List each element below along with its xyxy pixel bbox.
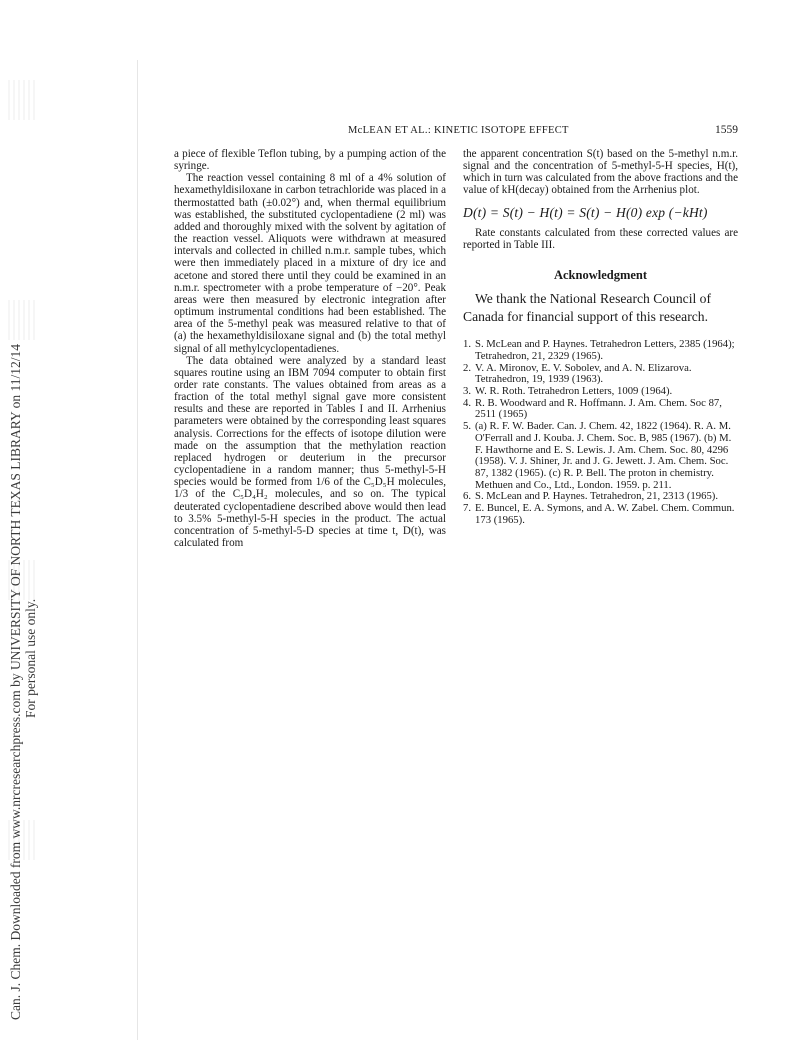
right-column [463, 148, 738, 527]
page-edge-line [137, 60, 138, 1040]
reference-item: 3. W. R. Roth. Tetrahedron Letters, 1009 (1964). [463, 385, 673, 398]
download-sidebar [0, 0, 46, 1051]
reference-item: 1. S. McLean and P. Haynes. Tetrahedron Letters, 2385 (1964); Tetrahedron, 21, 2329 (1965). [463, 338, 735, 362]
running-title: McLEAN ET AL.: KINETIC ISOTOPE EFFECT [348, 125, 569, 136]
reference-item: 2. V. A. Mironov, E. V. Sobolev, and A. N. Elizarova. Tetrahedron, 19, 1939 (1963). [463, 361, 692, 386]
acknowledgment-heading: Acknowledgment [553, 268, 648, 283]
download-notice: Can. J. Chem. Downloaded from www.nrcresearchpress.com by UNIVERSITY OF NORTH TEXAS LIBRARY on 11/12/14 [8, 344, 23, 1020]
personal-use-notice: For personal use only. [23, 598, 38, 718]
paragraph: The reaction vessel containing 8 ml of a 4% solution of hexamethyldisiloxane in carbon tetrachloride was placed in a thermostatted bath (±0.02°) and, when thermal equilibrium was established, the substituted cyclopentadiene (2 ml) was added and thoroughly mixed with the solvent by agitation of the reaction vessel. Aliquots were withdrawn at measured intervals and collected in chilled n.m.r. sample tubes, which were then immediately placed in a mixture of dry ice and acetone and stored there until they could be examined in an n.m.r. spectrometer with a probe temperature of −20°. Peak areas were then measured by electronic integration after optimum instrumental conditions had been established. The area of the 5-methyl peak was measured relative to that of (a) the hexamethyldisiloxane signal and (b) the total methyl signal of all methylcyclopentadienes. [174, 172, 446, 355]
acknowledgment-text: We thank the National Research Council of Canada for financial support of this research. [463, 291, 711, 324]
reference-item: 4. R. B. Woodward and R. Hoffmann. J. Am. Chem. Soc 87, 2511 (1965) [463, 396, 722, 421]
reference-item: 6. S. McLean and P. Haynes. Tetrahedron, 21, 2313 (1965). [463, 490, 719, 503]
paragraph: a piece of flexible Teflon tubing, by a pumping action of the syringe. [174, 148, 446, 173]
equation: D(t) = S(t) − H(t) = S(t) − H(0) exp (−kHt) [463, 204, 708, 220]
paragraph: Rate constants calculated from these corrected values are reported in Table III. [463, 226, 738, 251]
reference-item: 7. E. Buncel, E. A. Symons, and A. W. Zabel. Chem. Commun. 173 (1965). [463, 502, 735, 526]
reference-item: 5. (a) R. F. W. Bader. Can. J. Chem. 42, 1822 (1964). R. A. M. O'Ferrall and J. Kouba. J. Chem. Soc. B, 985 (1967). (b) M. F. Hawthorne and E. S. Lewis. J. Am. Chem. Soc. 80, 4296 (1958). V. J. Shiner, Jr. and J. G. Jewett. J. Am. Chem. Soc. 87, 1382 (1965). (c) R. P. Bell. The proton in chemistry. Methuen and Co., Ltd., London. 1959. p. 211. [463, 420, 732, 491]
page-number: 1559 [715, 124, 738, 136]
reference-list [463, 339, 738, 526]
paragraph: the apparent concentration S(t) based on the 5-methyl n.m.r. signal and the concentration of 5-methyl-5-H species, H(t), which in turn was calculated from the above fractions and the value of kH(decay) obtained from the Arrhenius plot. [463, 148, 738, 197]
paragraph: The data obtained were analyzed by a standard least squares routine using an IBM 7094 computer to obtain first order rate constants. The values obtained from areas as a fraction of the total methyl signal gave more consistent results and these are reported in Tables I and II. Arrhenius parameters were obtained by the corresponding least squares analysis. Corrections for the effects of isotope dilution were made on the assumption that the methylation reaction replaced hydrogen or deuterium in the precursor cyclopentadiene in a random manner; thus 5-methyl-5-H species would be formed from 1/6 of the C₅D₅H molecules, 1/3 of the C₅D₄H₂ molecules, and so on. The typical deuterated cyclopentadiene described above would then lead to 3.5% 5-methyl-5-H species in the product. The actual concentration of 5-methyl-5-D species at time t, D(t), was calculated from [174, 354, 446, 549]
left-column [174, 148, 446, 549]
running-header [174, 125, 738, 139]
